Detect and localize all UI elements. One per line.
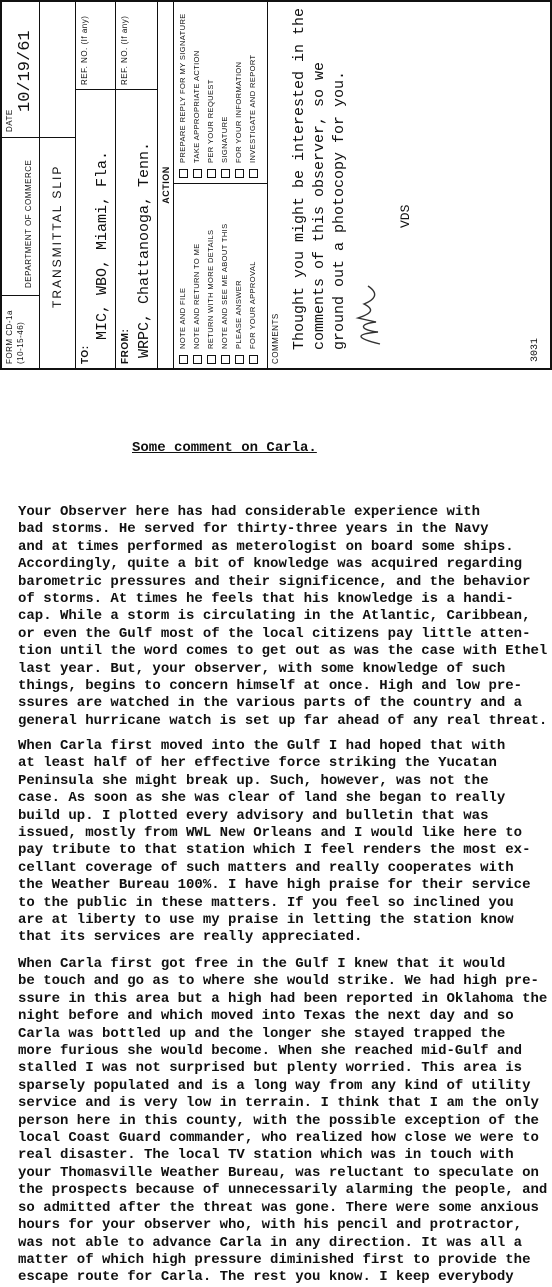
memo-line: matter of which high pressure diminished first to provide the: [18, 1251, 531, 1268]
checkbox-item[interactable]: [220, 13, 234, 178]
checkbox-item[interactable]: [248, 13, 262, 178]
form-date: (10-15-46): [16, 321, 25, 364]
comment-text: [290, 8, 350, 350]
memo-line: last year. But, your observer, with some knowledge of such: [18, 660, 506, 677]
checkbox-column-right: [178, 13, 262, 178]
memo-line: to the public in these matters. If you feel so inclined you: [18, 894, 514, 911]
checkbox[interactable]: [249, 169, 258, 178]
memo-line: of storms. At times he feels that his knowledge is a handi-: [18, 591, 514, 608]
to-row: [76, 2, 116, 368]
checkbox-item[interactable]: [234, 13, 248, 178]
from-ref-label: REF. NO. (If any): [120, 15, 129, 85]
memo-line: service and is very low in terrain. I think that I am the only: [18, 1095, 539, 1112]
checkbox-label: PER YOUR REQUEST: [206, 79, 215, 163]
memo-line: at least half of her effective force striking the Yucatan: [18, 755, 497, 772]
checkbox[interactable]: [207, 169, 216, 178]
memo-title: Some comment on Carla.: [132, 440, 317, 456]
memo-line: Your Observer here has had considerable experience with: [18, 504, 481, 520]
checkbox-label: PREPARE REPLY FOR MY SIGNATURE: [178, 13, 187, 163]
checkbox-label: TAKE APPROPRIATE ACTION: [192, 50, 201, 163]
slip-title-row: [40, 2, 76, 368]
checkbox-item[interactable]: [178, 13, 192, 178]
checkbox[interactable]: [249, 355, 258, 364]
memo-line: cellant coverage of such matters and really cooperates with: [18, 859, 514, 876]
checkbox-item[interactable]: [220, 223, 234, 364]
checkbox[interactable]: [179, 169, 188, 178]
memo-line: pay tribute to that station which I feel renders the most ex-: [18, 842, 531, 859]
memo-line: escape route for Carla. The rest you know. I keep everybody: [18, 1269, 514, 1286]
checkbox[interactable]: [221, 169, 230, 178]
checkbox-item[interactable]: [192, 223, 206, 364]
comment-line: comments of this observer, so we: [311, 61, 328, 350]
slip-title: TRANSMITTAL SLIP: [50, 164, 64, 308]
memo-line: Carla was bottled up and the longer she stayed trapped the: [18, 1025, 506, 1042]
checkbox-item[interactable]: [248, 223, 262, 364]
to-value: MIC, WBO, Miami, Fla.: [94, 150, 111, 340]
memo-line: cap. While a storm is circulating in the Atlantic, Caribbean,: [18, 608, 531, 625]
memo-line: was not able to advance Carla in any direction. It was all a: [18, 1234, 523, 1251]
memo-line: that its services are really appreciated.: [18, 929, 363, 946]
checkbox-item[interactable]: [234, 223, 248, 364]
memo-line: barometric pressures and their significence, and the behavior: [18, 573, 531, 590]
checkbox[interactable]: [179, 355, 188, 364]
memo-line: your Thomasville Weather Bureau, was reluctant to speculate on: [18, 1164, 539, 1181]
from-label: FROM:: [120, 328, 131, 364]
memo-line: the prospects because of unnecessarily alarming the people, and: [18, 1182, 548, 1199]
transmittal-slip: [0, 0, 552, 370]
memo-line: bad storms. He served for thirty-three years in the Navy: [18, 521, 489, 538]
comments-row: [268, 2, 552, 368]
memo-line: real disaster. The local TV station which was in touch with: [18, 1147, 514, 1164]
checkbox-label: NOTE AND RETURN TO ME: [192, 243, 201, 349]
checkbox-label: PLEASE ANSWER: [234, 280, 243, 349]
checkbox[interactable]: [193, 355, 202, 364]
memo-line: Accordingly, quite a bit of knowledge was acquired regarding: [18, 556, 523, 573]
checkbox-label: SIGNATURE: [220, 116, 229, 163]
memo-line: build up. I plotted every advisory and bulletin that was: [18, 807, 489, 824]
checkbox[interactable]: [221, 355, 230, 364]
form-number: FORM CD-1a: [5, 310, 14, 364]
memo-paragraph: [18, 956, 546, 1287]
checkbox-label: NOTE AND FILE: [178, 287, 187, 349]
handwritten-signature: [350, 278, 390, 348]
from-row: [116, 2, 158, 368]
checkbox-row: [174, 2, 268, 368]
checkbox[interactable]: [193, 169, 202, 178]
action-label: ACTION: [161, 166, 171, 204]
to-ref-label: REF. NO. (If any): [80, 15, 89, 85]
memo-line: When Carla first moved into the Gulf I had hoped that with: [18, 738, 506, 754]
memo-line: more furious she would become. When she reached mid-Gulf and: [18, 1043, 523, 1060]
checkbox-label: FOR YOUR INFORMATION: [234, 61, 243, 163]
checkbox-item[interactable]: [206, 13, 220, 178]
memo-paragraph: [18, 504, 546, 730]
memo-line: local Coast Guard commander, who realized how close we were to: [18, 1130, 539, 1147]
slip-header-row: [2, 2, 40, 368]
comment-line: Thought you might be interested in the: [291, 7, 308, 350]
comments-label: COMMENTS: [271, 313, 280, 364]
memo-line: hours for your observer who, with his pencil and protractor,: [18, 1217, 523, 1234]
transmittal-slip-area: [0, 0, 552, 370]
checkbox-column-left: [178, 223, 262, 364]
checkbox-label: FOR YOUR APPROVAL: [248, 261, 257, 349]
memo-line: stalled I was not surprised but plenty worried. This area is: [18, 1060, 523, 1077]
checkbox-item[interactable]: [192, 13, 206, 178]
comment-line: ground out a photocopy for you.: [331, 70, 348, 350]
department-label: DEPARTMENT OF COMMERCE: [24, 159, 33, 288]
memo-line: things, begins to concern himself at once. High and low pre-: [18, 678, 523, 695]
memo-line: person here in this county, with the possible exception of the: [18, 1112, 539, 1129]
memo-line: are at liberty to use my praise in letting the station know: [18, 912, 514, 929]
memo-line: be touch and go as to where she would strike. We had high pre-: [18, 973, 539, 990]
to-label: TO:: [80, 345, 91, 364]
memo-line: the Weather Bureau 100%. I have high praise for their service: [18, 877, 531, 894]
checkbox-label: NOTE AND SEE ME ABOUT THIS: [220, 223, 229, 349]
checkbox-item[interactable]: [178, 223, 192, 364]
checkbox-label: RETURN WITH MORE DETAILS: [206, 229, 215, 349]
action-row: [158, 2, 174, 368]
date-value: 10/19/61: [16, 30, 35, 112]
memo-line: night before and which moved into Texas the next day and so: [18, 1008, 514, 1025]
checkbox-item[interactable]: [206, 223, 220, 364]
memo-line: case. As soon as she was clear of land she began to really: [18, 790, 506, 807]
memo-line: so admitted after the threat was gone. There were some anxious: [18, 1199, 539, 1216]
memo-line: or even the Gulf most of the local citizens pay little atten-: [18, 625, 531, 642]
memo-line: and at times performed as meterologist on board some ships.: [18, 538, 514, 555]
initials: VDS: [398, 204, 413, 228]
form-serial-number: 3031: [530, 337, 541, 362]
checkbox[interactable]: [235, 169, 244, 178]
memo-line: ssure in this area but a high had been reported in Oklahoma the: [18, 990, 548, 1007]
memo-line: When Carla first got free in the Gulf I knew that it would: [18, 956, 506, 972]
memo-line: issued, mostly from WWL New Orleans and I would like here to: [18, 825, 523, 842]
memo-line: general hurricane watch is set up far ahead of any real threat.: [18, 712, 548, 729]
memo-line: tion until the word comes to get out as was the case with Ethel: [18, 643, 548, 660]
memo-line: sparsely populated and is a long way from any kind of utility: [18, 1077, 531, 1094]
checkbox[interactable]: [207, 355, 216, 364]
memo-line: ssures are watched in the various parts of the country and a: [18, 695, 523, 712]
from-value: WRPC, Chattanooga, Tenn.: [136, 141, 153, 358]
memo-line: Peninsula she might break up. Such, however, was not the: [18, 772, 489, 789]
checkbox[interactable]: [235, 355, 244, 364]
checkbox-label: INVESTIGATE AND REPORT: [248, 54, 257, 163]
memo-paragraph: [18, 738, 546, 947]
date-label: DATE: [5, 109, 14, 132]
